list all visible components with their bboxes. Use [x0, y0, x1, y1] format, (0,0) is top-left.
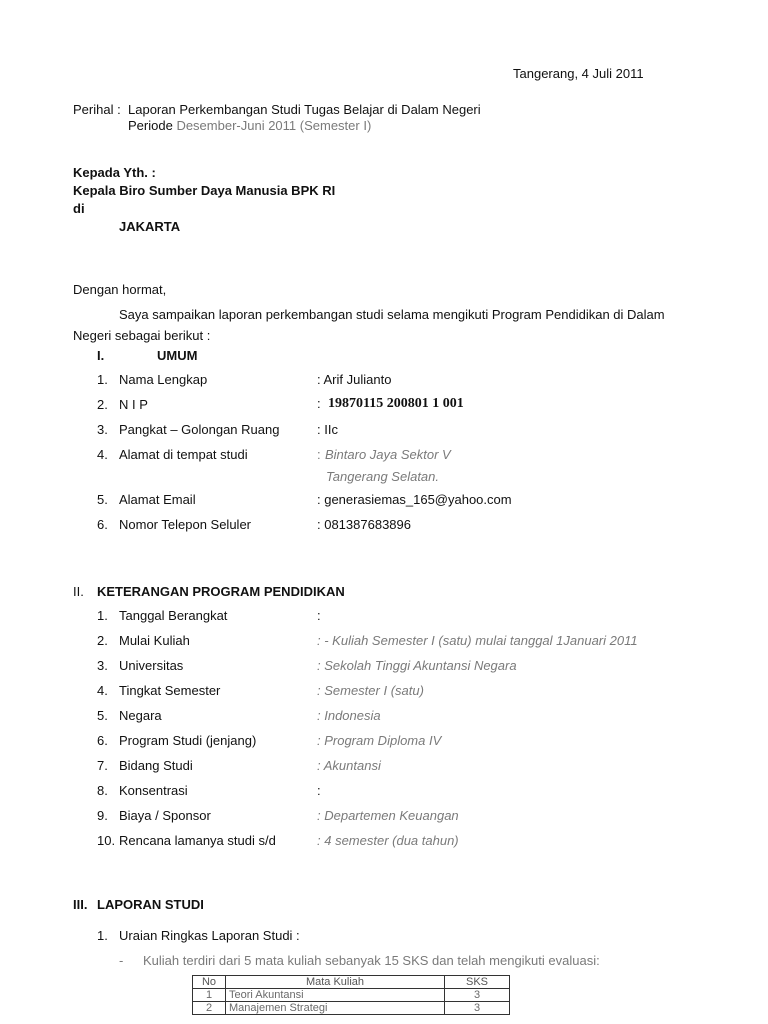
course-table: [192, 975, 510, 1015]
field-label: Bidang Studi: [119, 758, 193, 773]
field-value: : Program Diploma IV: [317, 733, 442, 748]
recipient-line1: Kepada Yth. :: [73, 165, 156, 180]
section3-title: LAPORAN STUDI: [97, 897, 204, 912]
list-item-number: 7.: [97, 758, 108, 773]
field-value: : Akuntansi: [317, 758, 381, 773]
table-cell-sks: 3: [445, 1002, 510, 1015]
field-value: : generasiemas_165@yahoo.com: [317, 492, 512, 507]
field-value: Bintaro Jaya Sektor V: [325, 447, 451, 462]
section2-numeral: II.: [73, 584, 84, 599]
field-value: : Semester I (satu): [317, 683, 424, 698]
table-cell-sks: 3: [445, 989, 510, 1002]
list-item-number: 6.: [97, 517, 108, 532]
field-value: :: [317, 783, 321, 798]
field-label: Rencana lamanya studi s/d: [119, 833, 276, 848]
periode-line: [128, 118, 371, 133]
recipient-line3: di: [73, 201, 85, 216]
nip-value: 19870115 200801 1 001: [328, 396, 464, 411]
list-item-number: 1.: [97, 372, 108, 387]
field-value: : Indonesia: [317, 708, 381, 723]
table-cell-course: Teori Akuntansi: [226, 989, 445, 1002]
field-label: Nomor Telepon Seluler: [119, 517, 251, 532]
field-label: Nama Lengkap: [119, 372, 208, 387]
list-item-number: 1.: [97, 928, 108, 943]
field-label: Biaya / Sponsor: [119, 808, 211, 823]
list-item-number: 8.: [97, 783, 108, 798]
table-cell-course: Manajemen Strategi: [226, 1002, 445, 1015]
intro-line2: Negeri sebagai berikut :: [73, 328, 211, 343]
field-value: : 4 semester (dua tahun): [317, 833, 459, 848]
field-value: : 081387683896: [317, 517, 411, 532]
greeting: Dengan hormat,: [73, 282, 167, 297]
field-value: : Sekolah Tinggi Akuntansi Negara: [317, 658, 517, 673]
list-item-number: 4.: [97, 447, 108, 462]
perihal-value: Laporan Perkembangan Studi Tugas Belajar di Dalam Negeri: [128, 102, 481, 117]
field-label: Alamat Email: [119, 492, 196, 507]
list-item-number: 5.: [97, 492, 108, 507]
periode-label: Periode: [128, 118, 173, 133]
list-item-number: 9.: [97, 808, 108, 823]
field-value: : Departemen Keuangan: [317, 808, 459, 823]
table-cell-no: 1: [193, 989, 226, 1002]
column-header-sks: SKS: [445, 976, 510, 989]
field-value-line2: Tangerang Selatan.: [326, 469, 440, 484]
field-label: Tingkat Semester: [119, 683, 221, 698]
section1-title: UMUM: [157, 348, 198, 363]
field-label: Negara: [119, 708, 162, 723]
field-label: Universitas: [119, 658, 184, 673]
perihal-label: Perihal :: [73, 102, 121, 117]
periode-value: Desember-Juni 2011 (Semester I): [176, 118, 372, 133]
field-label: Mulai Kuliah: [119, 633, 190, 648]
table-row: [193, 989, 510, 1002]
section1-numeral: I.: [97, 348, 105, 363]
field-colon: :: [317, 396, 321, 411]
table-header-row: [193, 976, 510, 989]
field-label: Alamat di tempat studi: [119, 447, 248, 462]
field-label: Tanggal Berangkat: [119, 608, 228, 623]
list-item-number: 3.: [97, 658, 108, 673]
list-item-number: 1.: [97, 608, 108, 623]
field-label: Konsentrasi: [119, 783, 188, 798]
list-item-number: 10.: [97, 833, 116, 848]
table-row: [193, 1002, 510, 1015]
intro-line1: Saya sampaikan laporan perkembangan studi selama mengikuti Program Pendidikan di Dalam: [119, 307, 665, 322]
bullet-dash: -: [119, 953, 124, 968]
list-item-number: 3.: [97, 422, 108, 437]
recipient-line2: Kepala Biro Sumber Daya Manusia BPK RI: [73, 183, 336, 198]
list-item-number: 4.: [97, 683, 108, 698]
field-colon: :: [317, 447, 321, 462]
column-header-mata-kuliah: Mata Kuliah: [226, 976, 445, 989]
recipient-city: JAKARTA: [119, 219, 181, 234]
section3-numeral: III.: [73, 897, 88, 912]
list-item-number: 2.: [97, 633, 108, 648]
table-cell-no: 2: [193, 1002, 226, 1015]
letter-date: Tangerang, 4 Juli 2011: [513, 66, 644, 81]
field-value: : - Kuliah Semester I (satu) mulai tanggal 1Januari 2011: [317, 633, 638, 648]
list-item-number: 2.: [97, 397, 108, 412]
list-item-number: 6.: [97, 733, 108, 748]
field-label: Pangkat – Golongan Ruang: [119, 422, 280, 437]
field-value: :: [317, 608, 321, 623]
list-item-number: 5.: [97, 708, 108, 723]
field-label: Program Studi (jenjang): [119, 733, 257, 748]
field-label: N I P: [119, 397, 148, 412]
field-value: : Arif Julianto: [317, 372, 392, 387]
field-value: : IIc: [317, 422, 338, 437]
report-summary-label: Uraian Ringkas Laporan Studi :: [119, 928, 300, 943]
section2-title: KETERANGAN PROGRAM PENDIDIKAN: [97, 584, 345, 599]
bullet-text: Kuliah terdiri dari 5 mata kuliah sebanyak 15 SKS dan telah mengikuti evaluasi:: [143, 953, 600, 968]
column-header-no: No: [193, 976, 226, 989]
